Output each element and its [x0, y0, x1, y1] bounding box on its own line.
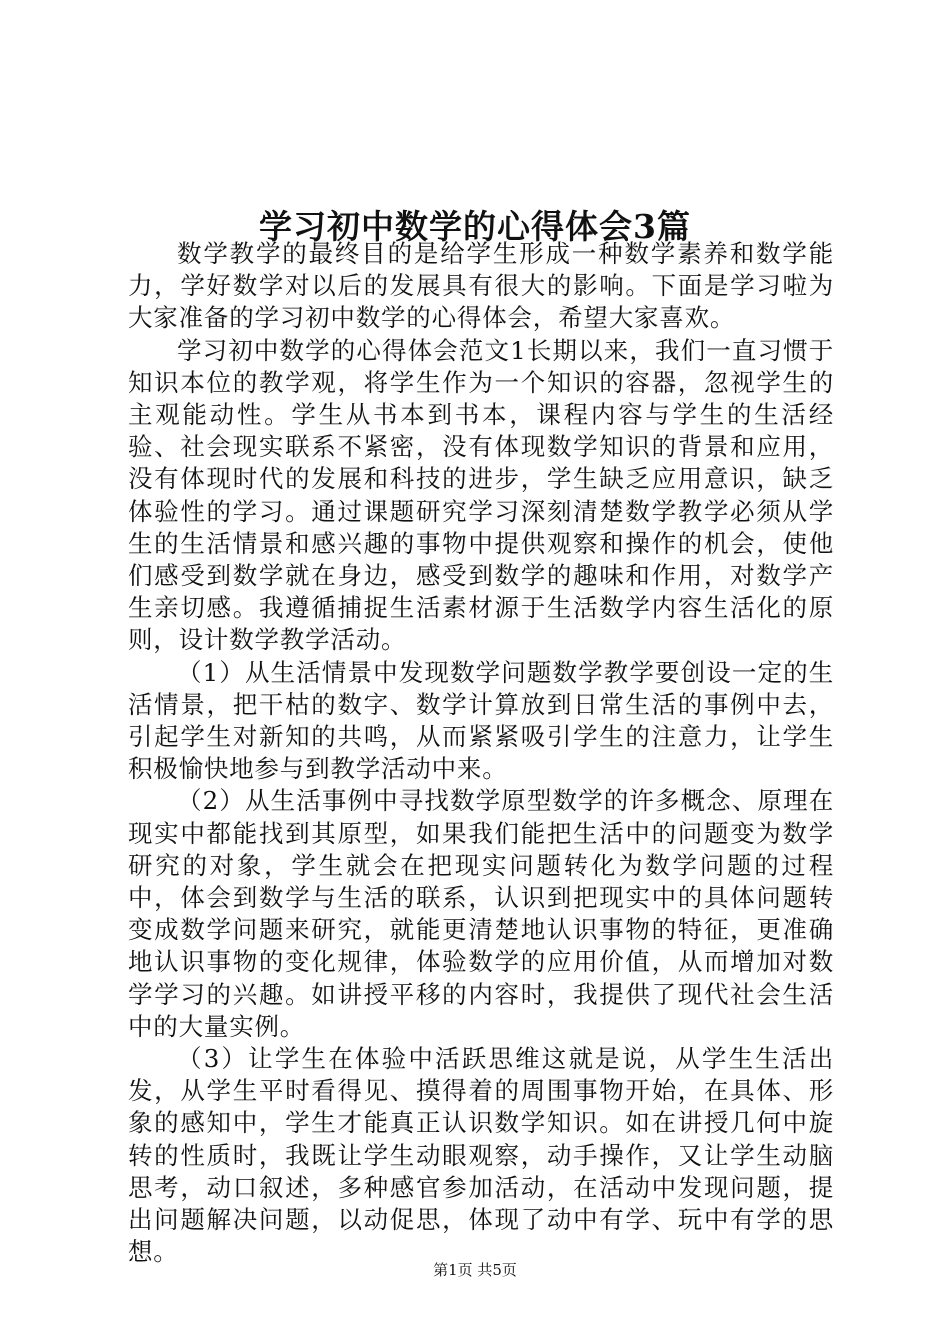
paragraph-point-2: （2）从生活事例中寻找数学原型数学的许多概念、原理在现实中都能找到其原型，如果我们能把生活中的问题变为数学研究的对象，学生就会在把现实问题转化为数学问题的过程中，体会到数学与生活的联系，认识到把现实中的具体问题转变成数学问题来研究，就能更清楚地认识事物的特征，更准确地认识事物的变化规律，体验数学的应用价值，从而增加对数学学习的兴趣。如讲授平移的内容时，我提供了现代社会生活中的大量实例。 [128, 786, 834, 1041]
paragraph-point-3: （3）让学生在体验中活跃思维这就是说，从学生生活出发，从学生平时看得见、摸得着的周围事物开始，在具体、形象的感知中，学生才能真正认识数学知识。如在讲授几何中旋转的性质时，我既让学生动眼观察，动手操作，又让学生动脑思考，动口叙述，多种感官参加活动，在活动中发现问题，提出问题解决问题，以动促思，体现了动中有学、玩中有学的思想。 [128, 1044, 834, 1267]
document-body [128, 238, 834, 1269]
paragraph-point-1: （1）从生活情景中发现数学问题数学教学要创设一定的生活情景，把干枯的数字、数学计算放到日常生活的事例中去，引起学生对新知的共鸣，从而紧紧吸引学生的注意力，让学生积极愉快地参与到教学活动中来。 [128, 657, 834, 784]
page-footer: 第1页 共5页 [433, 1261, 517, 1279]
paragraph-intro: 数学教学的最终目的是给学生形成一种数学素养和数学能力，学好数学对以后的发展具有很大的影响。下面是学习啦为大家准备的学习初中数学的心得体会，希望大家喜欢。 [128, 239, 834, 333]
document-title: 学习初中数学的心得体会3篇 [259, 207, 691, 247]
paragraph-sample-1: 学习初中数学的心得体会范文1长期以来，我们一直习惯于知识本位的教学观，将学生作为一个知识的容器，忽视学生的主观能动性。学生从书本到书本，课程内容与学生的生活经验、社会现实联系不紧密，没有体现数学知识的背景和应用，没有体现时代的发展和科技的进步，学生缺乏应用意识，缺乏体验性的学习。通过课题研究学习深刻清楚数学教学必须从学生的生活情景和感兴趣的事物中提供观察和操作的机会，使他们感受到数学就在身边，感受到数学的趣味和作用，对数学产生亲切感。我遵循捕捉生活素材源于生活数学内容生活化的原则，设计数学教学活动。 [128, 335, 834, 655]
